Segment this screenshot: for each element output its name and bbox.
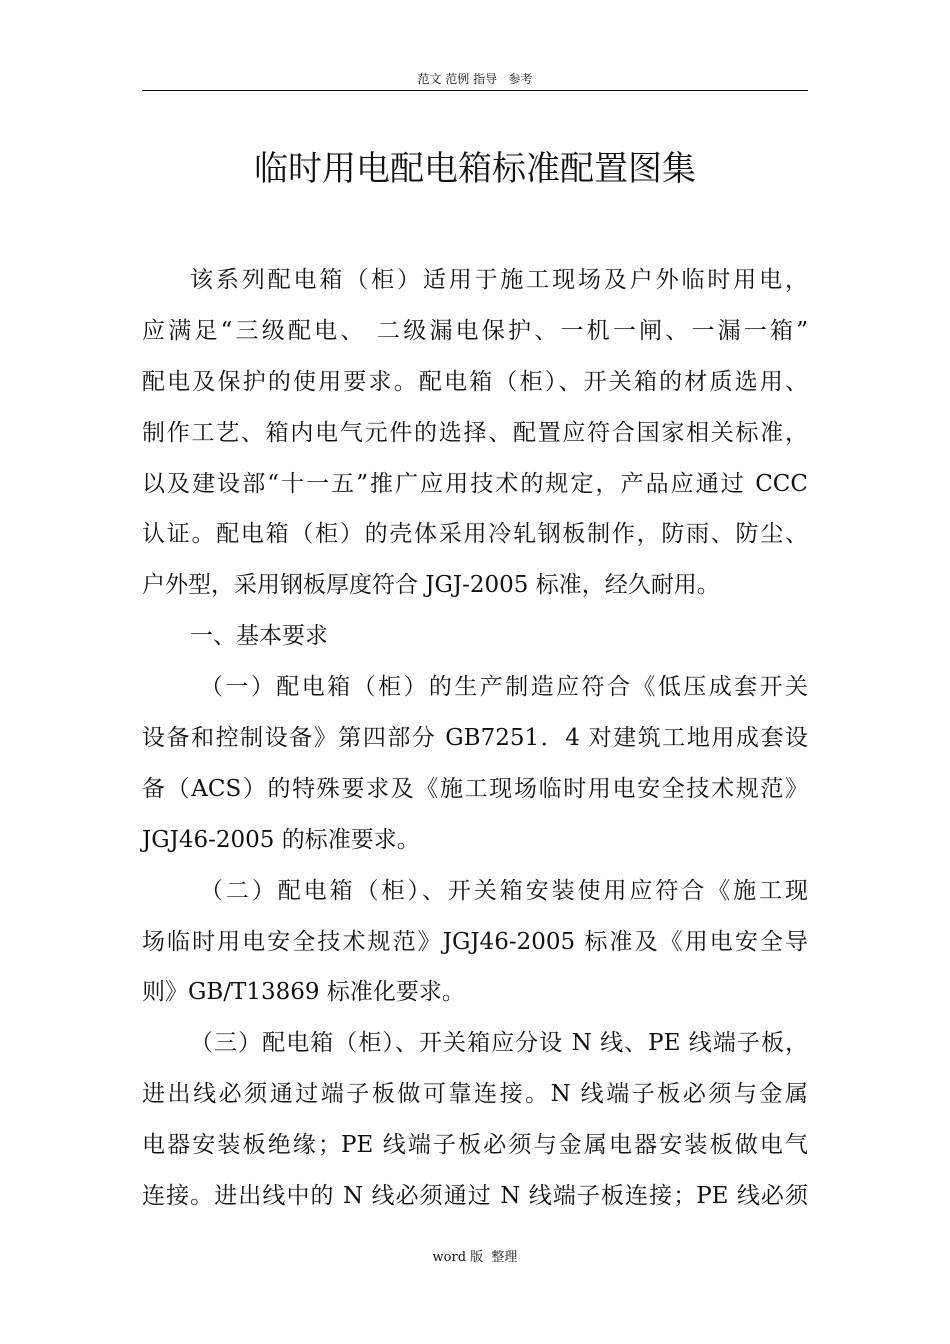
paragraph-line: 连接。进出线中的 N 线必须通过 N 线端子板连接；PE 线必须 xyxy=(142,1183,808,1210)
paragraph-line: 电器安装板绝缘；PE 线端子板必须与金属电器安装板做电气 xyxy=(142,1132,808,1159)
paragraph-line: 以及建设部“十一五”推广应用技术的规定，产品应通过 CCC xyxy=(142,470,808,497)
paragraph-line: 场临时用电安全技术规范》JGJ46-2005 标准及《用电安全导 xyxy=(142,928,808,955)
paragraph-line: （二）配电箱（柜）、开关箱安装使用应符合《施工现 xyxy=(200,877,808,904)
page-footer: word 版 整理 xyxy=(432,1250,518,1265)
paragraph-line: 认证。配电箱（柜）的壳体采用冷轧钢板制作，防雨、防尘、 xyxy=(142,521,808,548)
document-body xyxy=(142,255,808,1222)
paragraph-line: 该系列配电箱（柜）适用于施工现场及户外临时用电， xyxy=(190,267,808,293)
paragraph-line: 设备和控制设备》第四部分 GB7251．4 对建筑工地用成套设 xyxy=(142,725,808,752)
paragraph-line: 进出线必须通过端子板做可靠连接。N 线端子板必须与金属 xyxy=(142,1081,808,1108)
paragraph-line: 户外型，采用钢板厚度符合 JGJ-2005 标准，经久耐用。 xyxy=(142,572,720,599)
paragraph-line: JGJ46-2005 的标准要求。 xyxy=(142,826,420,853)
section-heading: 一、基本要求 xyxy=(190,623,328,650)
paragraph-line: 备（ACS）的特殊要求及《施工现场临时用电安全技术规范》 xyxy=(142,775,808,802)
paragraph-line: 应满足“三级配电、 二级漏电保护、一机一闸、一漏一箱” xyxy=(142,317,808,344)
paragraph-line: （一）配电箱（柜）的生产制造应符合《低压成套开关 xyxy=(200,674,808,701)
paragraph-line: （三）配电箱（柜）、开关箱应分设 N 线、PE 线端子板， xyxy=(190,1030,808,1057)
paragraph-line: 配电及保护的使用要求。配电箱（柜）、开关箱的材质选用、 xyxy=(142,368,808,395)
page-header: 范文 范例 指导 参考 xyxy=(142,68,808,91)
paragraph-line: 制作工艺、箱内电气元件的选择、配置应符合国家相关标准， xyxy=(142,419,808,446)
document-title: 临时用电配电箱标准配置图集 xyxy=(254,149,696,189)
paragraph-line: 则》GB/T13869 标准化要求。 xyxy=(142,979,465,1006)
